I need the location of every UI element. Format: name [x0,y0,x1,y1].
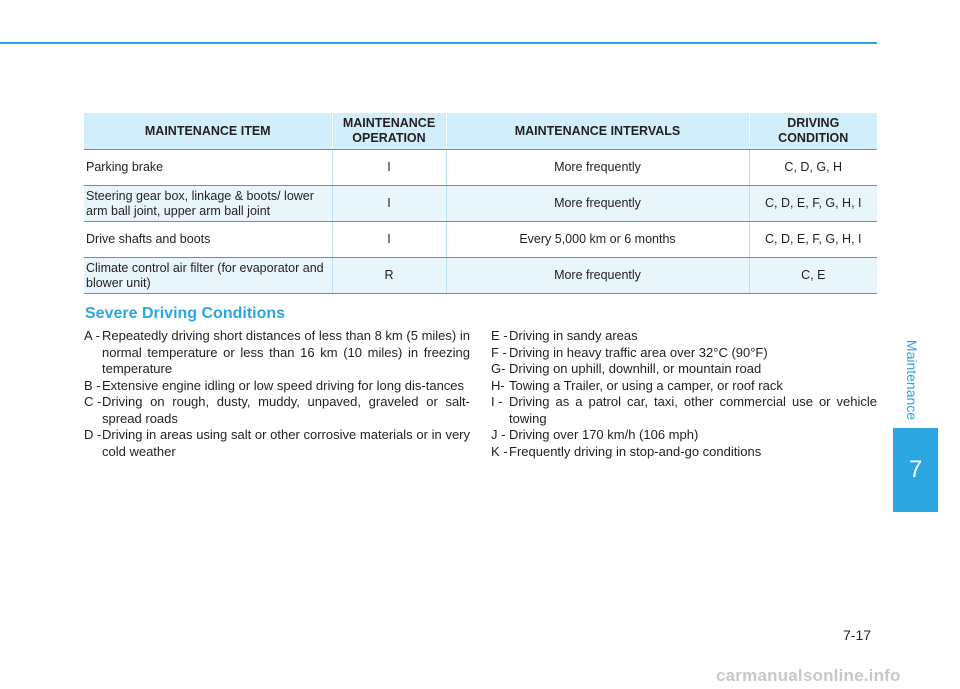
top-rule [0,42,877,44]
cell-item: Steering gear box, linkage & boots/ lower arm ball joint, upper arm ball joint [84,186,332,222]
condition-text: Driving over 170 km/h (106 mph) [509,427,699,442]
cell-interval: Every 5,000 km or 6 months [446,222,749,258]
condition-item [491,361,877,378]
condition-item [491,444,877,461]
page-number: 7-17 [843,627,872,643]
condition-key: D - [84,427,102,442]
severe-conditions-list-right [491,328,877,460]
severe-conditions-title: Severe Driving Conditions [85,305,286,322]
cell-condition: C, D, E, F, G, H, I [749,222,877,258]
chapter-number-tab: 7 [893,428,938,512]
cell-item: Parking brake [84,150,332,186]
condition-text: Repeatedly driving short distances of less than 8 km (5 miles) in normal temperature or less than 16 km (10 miles) in freezing temperature [102,328,470,376]
condition-key: F - [491,344,507,360]
condition-text: Driving as a patrol car, taxi, other commercial use or vehicle towing [509,394,877,426]
condition-text: Towing a Trailer, or using a camper, or roof rack [509,377,783,393]
table-row [84,222,877,258]
condition-item [491,328,877,345]
cell-condition: C, D, E, F, G, H, I [749,186,877,222]
header-maintenance-item: MAINTENANCE ITEM [84,113,332,150]
condition-text: Extensive engine idling or low speed driving for long dis-tances [102,377,465,393]
table-row [84,258,877,294]
condition-key: K - [491,443,508,459]
cell-interval: More frequently [446,186,749,222]
cell-condition: C, D, G, H [749,150,877,186]
condition-text: Driving on rough, dusty, muddy, unpaved, graveled or salt-spread roads [102,394,470,426]
condition-key: C - [84,394,102,409]
condition-key: E - [491,328,508,343]
condition-text: Driving in sandy areas [509,328,638,343]
maintenance-table [84,113,877,294]
condition-key: B - [84,377,101,393]
table-row [84,186,877,222]
condition-item [491,427,877,444]
condition-key: I - [491,394,503,409]
severe-conditions-list-left [84,328,470,460]
cell-operation: I [332,222,446,258]
condition-item [84,378,470,395]
table-row [84,150,877,186]
condition-item [491,394,877,427]
condition-text: Driving in areas using salt or other corrosive materials or in very cold weather [102,427,470,459]
condition-item [491,345,877,362]
condition-key: H- [491,377,505,393]
header-driving-condition: DRIVING CONDITION [749,113,877,150]
cell-condition: C, E [749,258,877,294]
table-header-row [84,113,877,150]
condition-item [491,378,877,395]
condition-text: Driving on uphill, downhill, or mountain road [509,361,762,376]
condition-text: Frequently driving in stop-and-go conditions [509,443,762,459]
header-maintenance-operation: MAINTENANCE OPERATION [332,113,446,150]
cell-operation: I [332,186,446,222]
condition-key: G- [491,361,506,376]
cell-operation: I [332,150,446,186]
chapter-side-label-text: Maintenance [904,339,921,421]
watermark: carmanualsonline.info [716,666,901,685]
header-maintenance-intervals: MAINTENANCE INTERVALS [446,113,749,150]
cell-item: Climate control air filter (for evaporator and blower unit) [84,258,332,294]
cell-interval: More frequently [446,150,749,186]
cell-item: Drive shafts and boots [84,222,332,258]
cell-operation: R [332,258,446,294]
condition-item [84,328,470,378]
condition-item [84,427,470,460]
chapter-side-label [892,340,932,420]
cell-interval: More frequently [446,258,749,294]
condition-key: A - [84,328,100,343]
condition-text: Driving in heavy traffic area over 32°C (90°F) [509,344,768,360]
condition-item [84,394,470,427]
condition-key: J - [491,427,506,442]
